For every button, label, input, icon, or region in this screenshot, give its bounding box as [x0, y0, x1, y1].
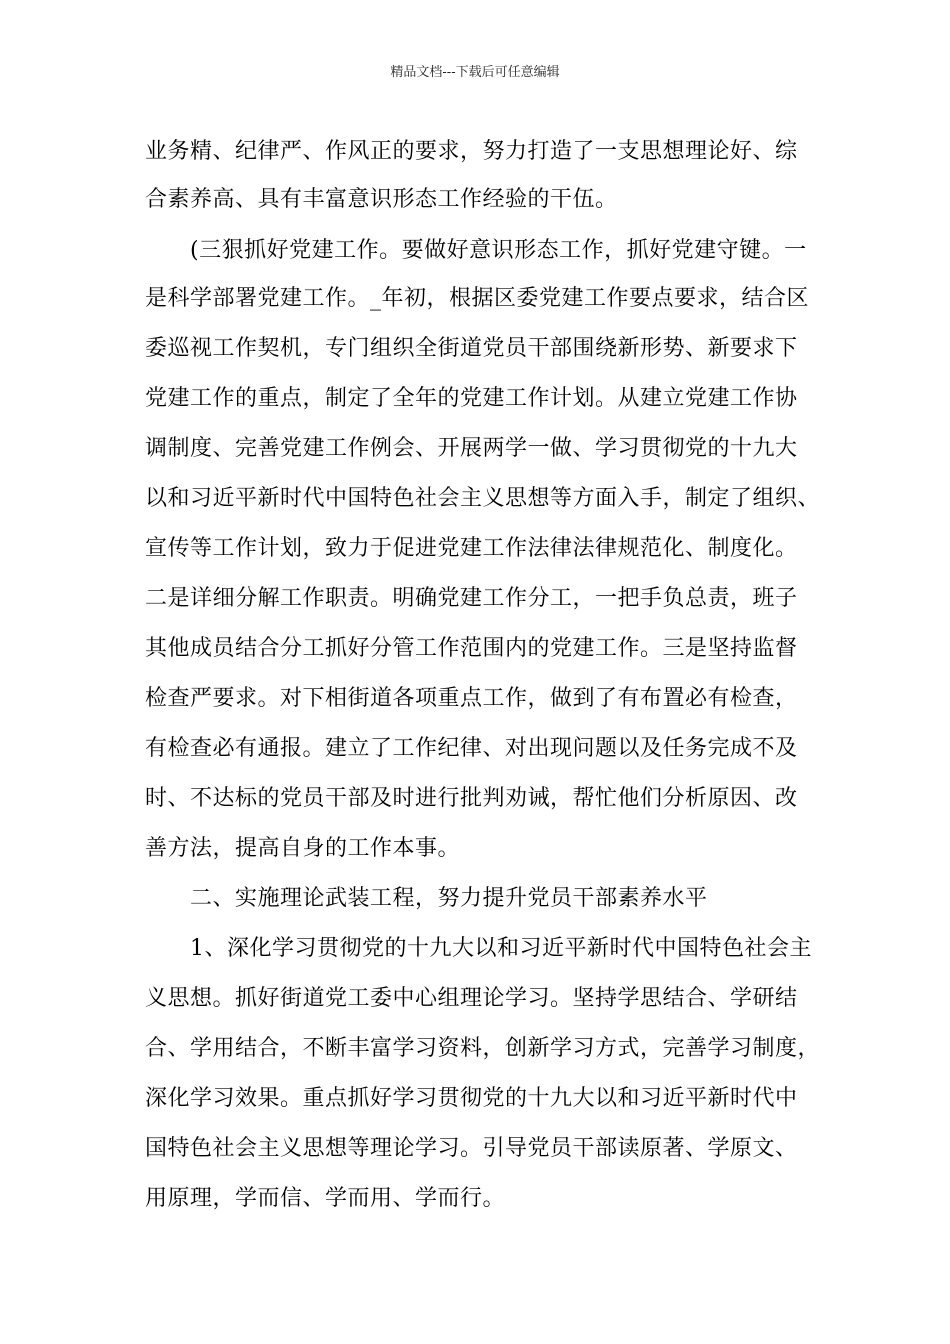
- text-line: 党建工作的重点，制定了全年的党建工作计划。从建立党建工作协: [145, 386, 798, 411]
- text-line: 合素养高、具有丰富意识形态工作经验的干伍。: [145, 187, 618, 212]
- text-line: 善方法，提高自身的工作本事。: [145, 836, 461, 861]
- text-line: 调制度、完善党建工作例会、开展两学一做、学习贯彻党的十九大: [145, 436, 798, 461]
- text-line: 时、不达标的党员干部及时进行批判劝诫，帮忙他们分析原因、改: [145, 786, 798, 811]
- text-line: 其他成员结合分工抓好分管工作范围内的党建工作。三是坚持监督: [145, 636, 798, 661]
- page-header: 精品文档---下载后可任意编辑: [390, 65, 560, 80]
- text-line: 深化学习效果。重点抓好学习贯彻党的十九大以和习近平新时代中: [145, 1086, 798, 1111]
- text-line: 业务精、纪律严、作风正的要求，努力打造了一支思想理论好、综: [145, 139, 798, 164]
- text-line: 是科学部署党建工作。_年初，根据区委党建工作要点要求，结合区: [145, 286, 810, 311]
- text-line: 有检查必有通报。建立了工作纪律、对出现问题以及任务完成不及: [145, 736, 798, 761]
- text-line: 1、深化学习贯彻党的十九大以和习近平新时代中国特色社会主: [190, 936, 812, 961]
- text-line: 宣传等工作计划，致力于促进党建工作法律法律规范化、制度化。: [145, 536, 798, 561]
- section-heading: 二、实施理论武装工程，努力提升党员干部素养水平: [190, 886, 708, 911]
- text-line: 二是详细分解工作职责。明确党建工作分工，一把手负总责，班子: [145, 586, 798, 611]
- text-line: 用原理，学而信、学而用、学而行。: [145, 1186, 506, 1211]
- text-line: 委巡视工作契机，专门组织全街道党员干部围绕新形势、新要求下: [145, 336, 798, 361]
- text-line: 国特色社会主义思想等理论学习。引导党员干部读原著、学原文、: [145, 1136, 798, 1161]
- text-line: 检查严要求。对下相街道各项重点工作，做到了有布置必有检查，: [145, 686, 798, 711]
- text-line: 以和习近平新时代中国特色社会主义思想等方面入手，制定了组织、: [145, 486, 821, 511]
- text-line: 义思想。抓好街道党工委中心组理论学习。坚持学思结合、学研结: [145, 986, 798, 1011]
- text-line: (三狠抓好党建工作。要做好意识形态工作，抓好党建守键。一: [190, 238, 807, 263]
- text-line: 合、学用结合，不断丰富学习资料，创新学习方式，完善学习制度，: [145, 1036, 821, 1061]
